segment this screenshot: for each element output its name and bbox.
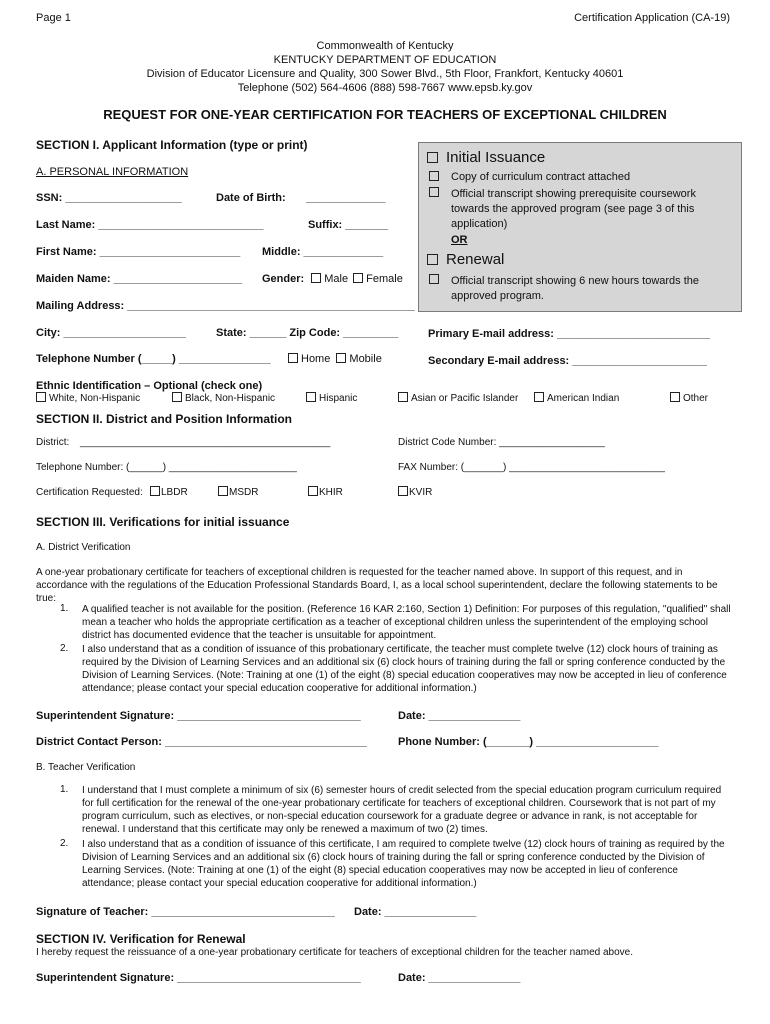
ethnic-option-american-indian[interactable]: American Indian <box>534 393 619 404</box>
secondary-email-field[interactable]: Secondary E-mail address: ______________________ <box>428 355 707 367</box>
renewal-date-field[interactable]: Date: _______________ <box>398 972 521 984</box>
checkbox-icon[interactable] <box>670 392 680 402</box>
maiden-name-field[interactable]: Maiden Name: _____________________ <box>36 273 243 285</box>
checkbox-icon[interactable] <box>398 486 408 496</box>
teacher-verification-item-1: I understand that I must complete a minimum of six (6) semester hours of credit selected from the special education program curriculum required for full certification for the renewal of the one-year probationary certificate for teachers of exceptional children. Coursework that is not part of my program curriculum, such as electives, or non-special education coursework for a graduate degree or advance in rank, is not acceptable for renewal. I understand that this certificate may only be renewed a maximum of two (2) times. <box>82 785 722 835</box>
dob-field[interactable]: _____________ <box>306 192 386 204</box>
page-title: REQUEST FOR ONE-YEAR CERTIFICATION FOR TEACHERS OF EXCEPTIONAL CHILDREN <box>103 107 667 122</box>
item-number: 2. <box>60 643 69 654</box>
transcript-checkbox[interactable] <box>429 187 439 199</box>
district-verification-item-2: I also understand that as a condition of issuance of this probationary certificate, the teacher must complete twelve (12) clock hours of training as required by the Division of Learning Services and an additional six (6) clock hours of training during the fall or spring conference conducted by the Division of Learning Services. (Note: Training at one (1) of the eight (8) special education cooperatives may now be accepted in lieu of conference attendance; please contact your special education cooperative for additional information.) <box>82 644 727 694</box>
cert-option-khir[interactable]: KHIR <box>308 487 343 498</box>
teacher-verification-item-2: I also understand that as a condition of issuance of this certificate, I am required to complete twelve (12) clock hours of training as required by the Division of Learning Services and an additional six (6) clock hours of training during the fall or spring conference conducted by the Division of Learning Services. (Note: Training at one (1) of the eight (8) special education cooperatives may now be accepted in lieu of conference attendance; please contact your special education cooperative for additional information.) <box>82 839 725 889</box>
or-label: OR <box>451 234 468 246</box>
gender-group <box>262 273 403 285</box>
home-checkbox[interactable] <box>288 353 298 363</box>
item-number: 1. <box>60 784 69 795</box>
telephone-type-group <box>288 353 382 365</box>
district-verification-heading: A. District Verification <box>36 542 131 553</box>
mobile-checkbox[interactable] <box>336 353 346 363</box>
cert-requested-label: Certification Requested: <box>36 487 143 498</box>
female-label: Female <box>366 273 403 285</box>
checkbox-icon[interactable] <box>534 392 544 402</box>
org-line-3: Division of Educator Licensure and Quality, 300 Sower Blvd., 5th Floor, Frankfort, Kentucky 40601 <box>146 68 624 80</box>
form-id: Certification Application (CA-19) <box>574 12 730 24</box>
org-line-1: Commonwealth of Kentucky <box>316 40 454 52</box>
contact-phone-field[interactable]: Phone Number: (_______) ____________________ <box>398 736 659 748</box>
checkbox-icon[interactable] <box>306 392 316 402</box>
checkbox-icon[interactable] <box>36 392 46 402</box>
city-field[interactable]: City: ____________________ <box>36 327 186 339</box>
item-number: 1. <box>60 603 69 614</box>
dob-label: Date of Birth: <box>216 192 286 204</box>
section3-heading: SECTION III. Verifications for initial issuance <box>36 515 290 529</box>
checkbox-icon[interactable] <box>427 152 438 163</box>
district-verification-item-1: A qualified teacher is not available for the position. (Reference 16 KAR 2:160, Section 1) Definition: For purposes of this regulation, "qualified" shall mean a teacher who holds the appropriate certification as a teacher of exceptional children unless the superintendent of the employing school district has documented evidence that the teacher is unsuitable for appointment. <box>82 604 731 641</box>
ethnic-option-hispanic[interactable]: Hispanic <box>306 393 357 404</box>
item-number: 2. <box>60 838 69 849</box>
gender-label: Gender: <box>262 273 305 285</box>
mailing-address-field[interactable]: Mailing Address: _______________________________________________ <box>36 300 415 312</box>
curriculum-contract-label: Copy of curriculum contract attached <box>451 171 631 183</box>
teacher-date-field[interactable]: Date: _______________ <box>354 906 477 918</box>
district-telephone-field[interactable]: Telephone Number: (______) _______________________ <box>36 462 297 473</box>
renewal-request-text: I hereby request the reissuance of a one-year probationary certificate for teachers of exceptional children for the teacher named above. <box>36 947 634 958</box>
superintendent-date-field[interactable]: Date: _______________ <box>398 710 521 722</box>
middle-field[interactable]: Middle: _____________ <box>262 246 384 258</box>
personal-info-subheading: A. PERSONAL INFORMATION <box>36 166 189 178</box>
section4-heading: SECTION IV. Verification for Renewal <box>36 932 246 946</box>
ssn-field[interactable]: SSN: ___________________ <box>36 192 182 204</box>
renewal-transcript-label: Official transcript showing 6 new hours towards the approved program. <box>451 275 700 302</box>
fax-field[interactable]: FAX Number: (_______) ____________________________ <box>398 462 665 473</box>
checkbox-icon[interactable] <box>308 486 318 496</box>
section2-heading: SECTION II. District and Position Information <box>36 412 293 426</box>
checkbox-icon[interactable] <box>150 486 160 496</box>
district-verification-intro: A one-year probationary certificate for teachers of exceptional children is requested for the teacher named above. In support of this request, and in accordance with the regulations of the Education Professional Standards Board, I, as a local school superintendent, declare the following statements to be true: <box>36 567 718 604</box>
checkbox-icon[interactable] <box>398 392 408 402</box>
superintendent-signature-field[interactable]: Superintendent Signature: ______________________________ <box>36 710 361 722</box>
ethnic-option-black[interactable]: Black, Non-Hispanic <box>172 393 275 404</box>
suffix-field[interactable]: Suffix: _______ <box>308 219 389 231</box>
ethnic-option-asian[interactable]: Asian or Pacific Islander <box>398 393 518 404</box>
cert-option-kvir[interactable]: KVIR <box>398 487 432 498</box>
ethnic-option-other[interactable]: Other <box>670 393 708 404</box>
transcript-label: Official transcript showing prerequisite coursework towards the approved program (see page 3 of this application) <box>451 188 696 230</box>
checkbox-icon[interactable] <box>427 254 438 265</box>
org-line-2: KENTUCKY DEPARTMENT OF EDUCATION <box>273 54 497 66</box>
home-label: Home <box>301 353 331 365</box>
initial-issuance-option[interactable]: Initial Issuance <box>427 149 545 166</box>
district-code-field[interactable]: District Code Number: ___________________ <box>398 437 605 448</box>
male-label: Male <box>324 273 349 285</box>
district-label: District: <box>36 437 70 448</box>
checkbox-icon[interactable] <box>218 486 228 496</box>
state-zip-field[interactable]: State: ______ Zip Code: _________ <box>216 327 399 339</box>
telephone-field[interactable]: Telephone Number (_____) _______________ <box>36 353 271 365</box>
section1-heading: SECTION I. Applicant Information (type or print) <box>36 138 308 152</box>
ethnic-option-white[interactable]: White, Non-Hispanic <box>36 393 140 404</box>
renewal-superintendent-signature-field[interactable]: Superintendent Signature: ______________________________ <box>36 972 361 984</box>
curriculum-contract-checkbox[interactable] <box>429 171 439 183</box>
checkbox-icon[interactable] <box>172 392 182 402</box>
ethnic-heading: Ethnic Identification – Optional (check one) <box>36 380 263 392</box>
renewal-option[interactable]: Renewal <box>427 251 504 268</box>
org-line-4: Telephone (502) 564-4606 (888) 598-7667 www.epsb.ky.gov <box>237 82 533 94</box>
teacher-verification-heading: B. Teacher Verification <box>36 762 136 773</box>
renewal-transcript-checkbox[interactable] <box>429 274 439 286</box>
female-checkbox[interactable] <box>353 273 363 283</box>
cert-option-lbdr[interactable]: LBDR <box>150 487 188 498</box>
mobile-label: Mobile <box>349 353 382 365</box>
male-checkbox[interactable] <box>311 273 321 283</box>
page-number: Page 1 <box>36 12 71 24</box>
issuance-type-box <box>418 142 742 312</box>
last-name-field[interactable]: Last Name: ___________________________ <box>36 219 264 231</box>
cert-option-msdr[interactable]: MSDR <box>218 487 258 498</box>
district-contact-field[interactable]: District Contact Person: _________________________________ <box>36 736 367 748</box>
district-field[interactable]: _____________________________________________ <box>80 437 331 448</box>
teacher-signature-field[interactable]: Signature of Teacher: ______________________________ <box>36 906 335 918</box>
first-name-field[interactable]: First Name: _______________________ <box>36 246 241 258</box>
primary-email-field[interactable]: Primary E-mail address: _________________________ <box>428 328 710 340</box>
